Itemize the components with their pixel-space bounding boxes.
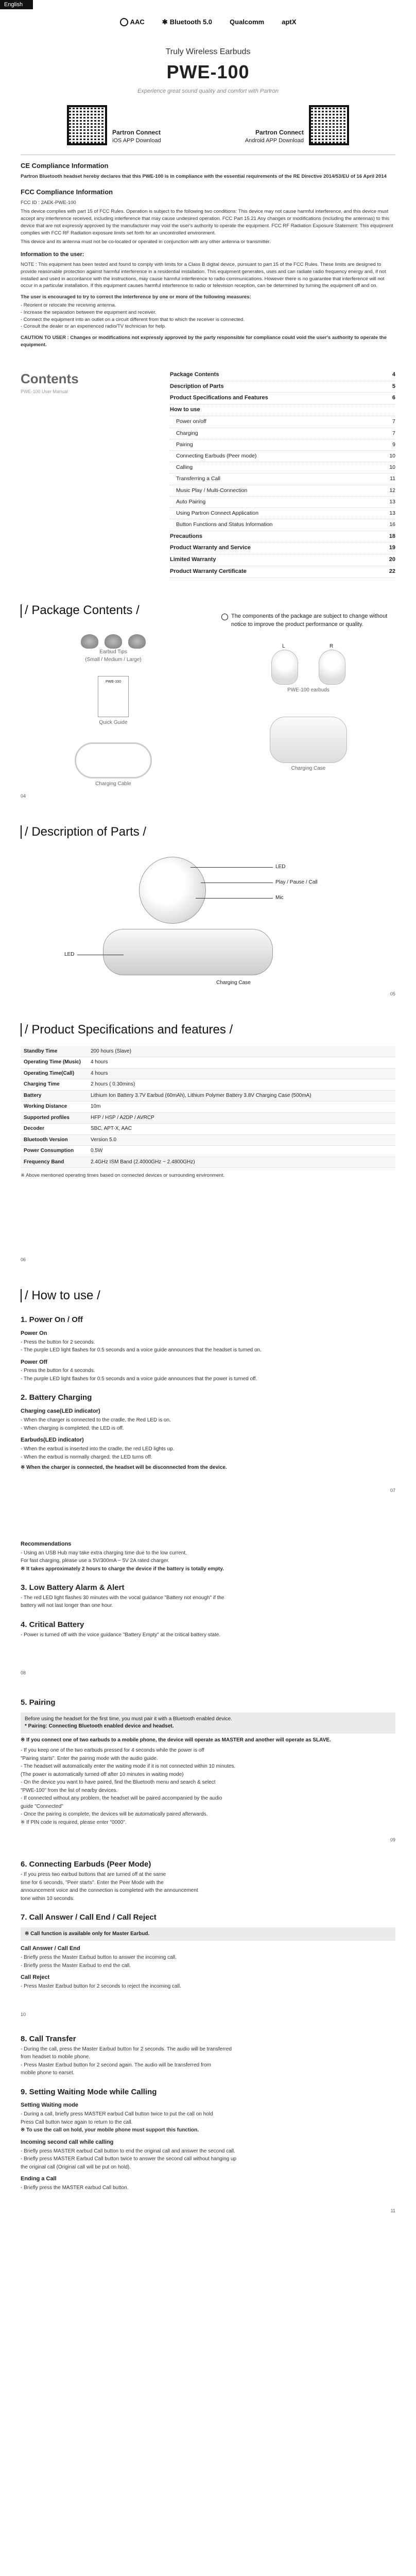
body-line: - The headset will automatically enter the waiting mode if it is not connected within 10 minutes.: [21, 1764, 236, 1770]
body-line: the original call (Original call will be put on hold).: [21, 2164, 131, 2170]
tip-large-icon: [128, 634, 146, 649]
charging-case-image: [270, 717, 347, 763]
led-label: LED: [275, 863, 286, 870]
toc-label: Product Specifications and Features: [170, 395, 268, 401]
specs-note: ※ Above mentioned operating times based on connected devices or surrounding environment.: [21, 1173, 225, 1179]
toc-row[interactable]: [170, 381, 395, 393]
body-line: "PWE-100" from the list of nearby devices.: [21, 1787, 118, 1793]
pairing-title: 5. Pairing: [21, 1698, 56, 1707]
toc-page: 13: [389, 498, 395, 505]
toc-row[interactable]: [170, 554, 395, 566]
bluetooth-icon: ✱: [162, 18, 168, 26]
body-line: ※ If PIN code is required, please enter "0000".: [21, 1819, 127, 1825]
earbuds-led-title: Earbuds(LED indicator): [21, 1437, 84, 1444]
toc-label: Music Play / Multi-Connection: [176, 487, 248, 494]
specifications-table: [21, 1046, 395, 1168]
toc-page: 7: [392, 418, 395, 425]
spec-value: 2.4GHz ISM Band (2.4000GHz ~ 2.4800GHz): [88, 1157, 395, 1168]
toc-page: 22: [389, 568, 395, 575]
toc-page: 20: [389, 556, 395, 563]
pairing-warning: ※ If you connect one of two earbuds to a mobile phone, the device will operate as MASTER and another will operate as SLAVE.: [21, 1737, 331, 1743]
body-line: - Press the button for 2 seconds.: [21, 1339, 95, 1345]
fcc-title: FCC Compliance Information: [21, 188, 113, 196]
product-subtitle: Truly Wireless Earbuds: [165, 47, 251, 56]
toc-page: 18: [389, 533, 395, 539]
toc-label: Charging: [176, 430, 198, 436]
body-line: ※ It takes approximately 2 hours to charge the device if the battery is totally empty.: [21, 1566, 224, 1572]
body-line: - The purple LED light flashes for 0.5 seconds and a voice guide announces that the power is turned off.: [21, 1376, 257, 1382]
toc-row[interactable]: [170, 508, 395, 519]
body-line: - The purple LED light flashes for 0.5 seconds and a voice guide announces that the headset is turned on.: [21, 1347, 262, 1353]
toc-page: 19: [389, 545, 395, 551]
body-line: - During the call, press the Master Earbud button for 2 seconds. The audio will be transferred: [21, 2046, 232, 2052]
toc-page: 5: [392, 383, 395, 389]
spec-value: Version 5.0: [88, 1134, 395, 1146]
body-line: - During a call, briefly press MASTER earbud Call button twice to put the call on hold: [21, 2111, 213, 2117]
page-number: 04: [21, 793, 26, 799]
toc-label: Calling: [176, 464, 193, 471]
case-led-label: LED: [64, 951, 75, 957]
toc-row[interactable]: [170, 497, 395, 508]
toc-label: Precautions: [170, 533, 202, 539]
spec-key: Operating Time(Call): [21, 1068, 88, 1079]
toc-row[interactable]: [170, 485, 395, 497]
earbuds-image: [221, 643, 395, 685]
brand-logos: [21, 0, 395, 27]
body-line: - If connected without any problem, the headset will be paired accompanied by the audio: [21, 1795, 222, 1802]
spec-value: 10m: [88, 1101, 395, 1113]
power-off-title: Power Off: [21, 1359, 47, 1365]
toc-page: 9: [392, 441, 395, 448]
earbuds-label: PWE-100 earbuds: [287, 687, 330, 693]
earbud-tips-label: Earbud Tips (Small / Medium / Large): [85, 649, 142, 663]
body-line: "Pairing starts". Enter the pairing mode with the audio guide.: [21, 1755, 158, 1761]
call-title: 7. Call Answer / Call End / Call Reject: [21, 1913, 157, 1922]
toc-row[interactable]: [170, 393, 395, 404]
setting-waiting-title: Setting Waiting mode: [21, 2102, 79, 2109]
body-line: - Press the button for 4 seconds.: [21, 1368, 95, 1374]
tip-medium-icon: [105, 634, 122, 649]
toc-label: Button Functions and Status Information: [176, 521, 273, 528]
android-qr-block: [245, 105, 349, 145]
ios-qr-title: Partron Connect: [112, 128, 161, 136]
toc-page: 7: [392, 430, 395, 436]
spec-key: Bluetooth Version: [21, 1134, 88, 1146]
charging-title: 2. Battery Charging: [21, 1393, 92, 1402]
body-line: - Once the pairing is complete, the devices will be automatically paired afterwards.: [21, 1811, 208, 1818]
measure-item: - Increase the separation between the equipment and receiver.: [21, 309, 157, 315]
body-line: - When the charger is connected to the cradle, the Red LED is on.: [21, 1417, 171, 1423]
toc-label: Limited Warranty: [170, 556, 216, 563]
fcc-paragraph-2: This device and its antenna must not be co-located or operated in conjunction with any other antenna or transmitter.: [21, 239, 271, 245]
body-line: - Briefly press MASTER Earbud Call button twice to answer the second call without hanging up: [21, 2156, 237, 2162]
body-line: - Briefly press the Master Earbud to end the call.: [21, 1962, 131, 1969]
toc-page: 4: [392, 371, 395, 378]
table-row: [21, 1157, 395, 1168]
body-line: - When the earbud is normally charged, the LED turns off.: [21, 1454, 152, 1460]
spec-value: Lithium Ion Battery 3.7V Earbud (60mAh), Lithium Polymer Battery 3.8V Charging Case (500mA): [88, 1090, 395, 1101]
measure-item: - Connect the equipment into an outlet on a circuit different from that to which the receiver is connected.: [21, 316, 245, 323]
waiting-title: 9. Setting Waiting Mode while Calling: [21, 2087, 157, 2096]
body-line: - Briefly press MASTER earbud Call button to end the original call and answer the second call.: [21, 2148, 235, 2154]
spec-value: 4 hours: [88, 1068, 395, 1079]
page-number: 11: [390, 2208, 395, 2213]
charging-case-title: Charging case(LED indicator): [21, 1408, 100, 1415]
aac-logo: AAC: [120, 18, 145, 27]
ce-title: CE Compliance Information: [21, 162, 109, 170]
body-line: ※ To use the call on hold, your mobile phone must support this function.: [21, 2127, 199, 2133]
peer-title: 6. Connecting Earbuds (Peer Mode): [21, 1860, 151, 1869]
body-line: - Briefly press the MASTER earbud Call button.: [21, 2185, 129, 2191]
transfer-steps: [21, 2046, 395, 2077]
info-icon: [221, 614, 228, 620]
android-qr-subtitle: Android APP Download: [245, 138, 304, 144]
android-qr-title: Partron Connect: [255, 128, 304, 136]
measure-item: - Consult the dealer or an experienced radio/TV technician for help.: [21, 324, 166, 330]
fcc-paragraph-1: This device complies with part 15 of FCC Rules. Operation is subject to the following two conditions: This device may not cause harmful interference, and this device must accept any interference received, including interference that may cause undesired operation. FCC Part 15.21 Any changes or modifications (including the antennas) to this device that are not expressly approved by the manufacturer may void the user's authority to operate the equipment. FCC RF Radiation Exposure Statement: This equipment complies with FCC RF Radiation exposure limits set forth for an uncontrolled environment.: [21, 209, 393, 236]
ios-qr-subtitle: iOS APP Download: [112, 138, 161, 144]
toc-label: Using Partron Connect Application: [176, 510, 258, 517]
toc-row[interactable]: [170, 462, 395, 473]
toc-label: Pairing: [176, 441, 193, 448]
product-model: PWE-100: [166, 61, 250, 83]
aptx-logo: aptX: [282, 18, 297, 26]
toc-page: 12: [389, 487, 395, 494]
android-qr-code[interactable]: [309, 105, 349, 145]
toc-label: Description of Parts: [170, 383, 224, 389]
body-line: time for 6 seconds, "Peer starts". Enter the Peer Mode with the: [21, 1879, 164, 1886]
body-line: For fast charging, please use a 5V/300mA ~ 5V 2A rated charger.: [21, 1558, 169, 1564]
package-note: The components of the package are subject to change without notice to improve the product performance or quality.: [221, 613, 395, 629]
toc-row[interactable]: [170, 404, 395, 416]
spec-key: Battery: [21, 1090, 88, 1101]
low-battery-title: 3. Low Battery Alarm & Alert: [21, 1583, 125, 1592]
table-row: [21, 1112, 395, 1124]
body-line: - Using an USB Hub may take extra charging time due to the low current.: [21, 1550, 187, 1556]
package-title: / Package Contents /: [21, 602, 395, 620]
body-line: guide "Connected": [21, 1803, 63, 1809]
aac-icon: [120, 18, 128, 26]
peer-steps: [21, 1871, 395, 1903]
body-line: - If you keep one of the two earbuds pressed for 4 seconds while the power is off: [21, 1748, 204, 1754]
fcc-id: FCC ID : 2AEK-PWE-100: [21, 199, 76, 206]
table-row: [21, 1079, 395, 1091]
spec-key: Supported profiles: [21, 1112, 88, 1124]
body-line: announcement voice and the connection is completed with the announcement: [21, 1888, 198, 1894]
body-line: - If you press two earbud buttons that are turned off at the same: [21, 1872, 166, 1878]
right-earbud: R: [319, 650, 345, 685]
play-pause-label: Play / Pause / Call: [275, 879, 318, 885]
measures-list: [21, 302, 395, 330]
measures-title: The user is encouraged to try to correct the interference by one or more of the following measures:: [21, 294, 251, 300]
body-line: - Briefly press the Master Earbud button to answer the incoming call.: [21, 1955, 177, 1961]
page-number: 07: [390, 1487, 395, 1493]
transfer-title: 8. Call Transfer: [21, 2034, 76, 2043]
caution-text: CAUTION TO USER : Changes or modifications not expressly approved by the party responsible for compliance could void the user's authority to operate the equipment.: [21, 335, 387, 348]
page-number: 05: [390, 991, 395, 996]
product-tagline: Experience great sound quality and comfort with Partron: [137, 88, 279, 95]
ios-qr-code[interactable]: [67, 105, 107, 145]
body-line: - The red LED light flashes 30 minutes with the vocal guidance "Battery not enough" if the: [21, 1595, 224, 1601]
parts-title: / Description of Parts /: [21, 823, 395, 841]
spec-value: 2 hours ( 0.30mins): [88, 1079, 395, 1091]
table-of-contents: [170, 369, 395, 579]
charging-cable-label: Charging Cable: [95, 781, 131, 787]
body-line: mobile phone to earset.: [21, 2070, 75, 2076]
toc-label: Transferring a Call: [176, 476, 220, 482]
second-call-title: Incoming second call while calling: [21, 2139, 114, 2145]
info-text: NOTE : This equipment has been tested and found to comply with limits for a Class B digital device, pursuant to part 15 of the FCC Rules. These limits are designed to provide reasonable protection against harmful interference in a residential installation. This equipment generates, uses and can radiate radio frequency energy and, if not installed and used in accordance with the instructions, may cause harmful interference to radio communications. However there is no guarantee that interference will not occur in a particular installation. If this equipment causes harmful interference to radio or television reception, can be determined by turning the equipment off and on.: [21, 262, 386, 289]
contents-section: [21, 369, 395, 579]
call-reject-title: Call Reject: [21, 1974, 50, 1981]
charging-cable-image: [75, 742, 152, 778]
toc-row[interactable]: [170, 531, 395, 543]
body-line: - On the device you want to have paired, find the Bluetooth menu and search & select: [21, 1780, 216, 1786]
toc-page: 13: [389, 510, 395, 517]
toc-row[interactable]: [170, 473, 395, 485]
spec-value: SBC, APT-X, AAC: [88, 1124, 395, 1135]
toc-label: Connecting Earbuds (Peer mode): [176, 452, 257, 459]
measure-item: - Reorient or relocate the receiving antenna.: [21, 302, 116, 308]
table-row: [21, 1124, 395, 1135]
toc-page: 10: [389, 452, 395, 459]
critical-battery-title: 4. Critical Battery: [21, 1620, 84, 1629]
contents-title: Contents: [21, 370, 79, 386]
pairing-steps: [21, 1747, 395, 1826]
toc-label: Auto Pairing: [176, 498, 206, 505]
body-line: - When charging is completed, the LED is off.: [21, 1425, 124, 1431]
spec-value: HFP / HSP / A2DP / AVRCP: [88, 1112, 395, 1124]
qr-codes: [21, 105, 395, 145]
ios-qr-block: [67, 105, 161, 145]
body-line: battery will not last longer than one hour.: [21, 1603, 113, 1609]
spec-value: 200 hours (Slave): [88, 1046, 395, 1057]
spec-key: Power Consumption: [21, 1146, 88, 1157]
table-row: [21, 1057, 395, 1069]
table-row: [21, 1090, 395, 1101]
howto-title: / How to use /: [21, 1287, 395, 1305]
charging-case-diagram-label: Charging Case: [216, 979, 251, 986]
spec-key: Standby Time: [21, 1046, 88, 1057]
left-earbud: L: [271, 650, 298, 685]
info-title: Information to the user:: [21, 251, 84, 258]
toc-row[interactable]: [170, 543, 395, 554]
mic-label: Mic: [275, 894, 284, 901]
quick-guide-label: Quick Guide: [99, 720, 128, 726]
case-diagram: [103, 929, 273, 975]
toc-page: 10: [389, 464, 395, 471]
bluetooth-logo: ✱ Bluetooth 5.0: [162, 18, 212, 27]
toc-row[interactable]: [170, 566, 395, 578]
recommendations-title: Recommendations: [21, 1540, 72, 1547]
spec-key: Decoder: [21, 1124, 88, 1135]
spec-value: 4 hours: [88, 1057, 395, 1069]
body-line: tone within 10 seconds.: [21, 1895, 75, 1902]
toc-label: Power on/off: [176, 418, 206, 425]
toc-label: Product Warranty Certificate: [170, 568, 247, 575]
body-line: - Press Master Earbud button for 2 seconds to reject the incoming call.: [21, 1984, 181, 1990]
earbud-tips-image: [21, 634, 206, 649]
body-line: - Press Master Earbud button for 2 second again. The audio will be transferred from: [21, 2062, 212, 2068]
call-answer-title: Call Answer / Call End: [21, 1945, 80, 1952]
spec-key: Frequency Band: [21, 1157, 88, 1168]
toc-row[interactable]: [170, 451, 395, 462]
contents-subtitle: PWE-100 User Manual: [21, 389, 68, 395]
spec-key: Working Distance: [21, 1101, 88, 1113]
quick-guide-image: PWE-100: [98, 676, 129, 717]
table-row: [21, 1046, 395, 1057]
toc-label: Product Warranty and Service: [170, 545, 251, 551]
toc-label: Package Contents: [170, 371, 219, 378]
spec-value: 0.5W: [88, 1146, 395, 1157]
toc-row[interactable]: [170, 369, 395, 381]
charging-case-label: Charging Case: [291, 766, 326, 772]
body-line: - When the earbud is inserted into the cradle, the red LED lights up.: [21, 1446, 175, 1452]
charging-warning: ※ When the charger is connected, the headset will be disconnected from the device.: [21, 1465, 227, 1471]
table-row: [21, 1134, 395, 1146]
toc-row[interactable]: [170, 519, 395, 531]
spec-key: Operating Time (Music): [21, 1057, 88, 1069]
toc-row[interactable]: [170, 416, 395, 428]
page-number: 09: [390, 1837, 395, 1843]
toc-page: 16: [389, 521, 395, 528]
call-warning: ※ Call function is available only for Master Earbud.: [21, 1927, 395, 1941]
toc-row[interactable]: [170, 439, 395, 451]
table-row: [21, 1068, 395, 1079]
tip-small-icon: [81, 634, 98, 649]
page-number: 10: [21, 2011, 26, 2017]
page-number: 08: [21, 1670, 26, 1676]
table-row: [21, 1101, 395, 1113]
table-row: [21, 1146, 395, 1157]
page-number: 06: [21, 1257, 26, 1262]
ce-text: Partron Bluetooth headset hereby declares that this PWE-100 is in compliance with the essential requirements of the RE Directive 2014/53/EU of 16 April 2014: [21, 174, 387, 179]
language-tab[interactable]: English: [0, 0, 33, 9]
package-section: [21, 613, 395, 788]
spec-key: Charging Time: [21, 1079, 88, 1091]
toc-page: 6: [392, 395, 395, 401]
qualcomm-logo: Qualcomm: [230, 18, 265, 26]
body-line: - Power is turned off with the voice guidance "Battery Empty" at the critical battery state.: [21, 1632, 221, 1638]
power-title: 1. Power On / Off: [21, 1315, 83, 1324]
toc-page: 11: [390, 476, 395, 482]
specs-title: / Product Specifications and features /: [21, 1021, 395, 1039]
toc-label: How to use: [170, 406, 200, 413]
power-on-title: Power On: [21, 1330, 47, 1336]
parts-diagram: [21, 852, 395, 986]
body-line: Press Call button twice again to return to the call.: [21, 2119, 133, 2125]
body-line: (The power is automatically turned off after 10 minutes in waiting mode): [21, 1771, 184, 1777]
toc-row[interactable]: [170, 428, 395, 439]
pairing-note-box: Before using the headset for the first time, you must pair it with a Bluetooth enabled device. * Pairing: Connecting Bluetooth enabled device and headset.: [21, 1713, 395, 1734]
ending-call-title: Ending a Call: [21, 2176, 57, 2182]
body-line: from headset to mobile phone.: [21, 2054, 91, 2060]
